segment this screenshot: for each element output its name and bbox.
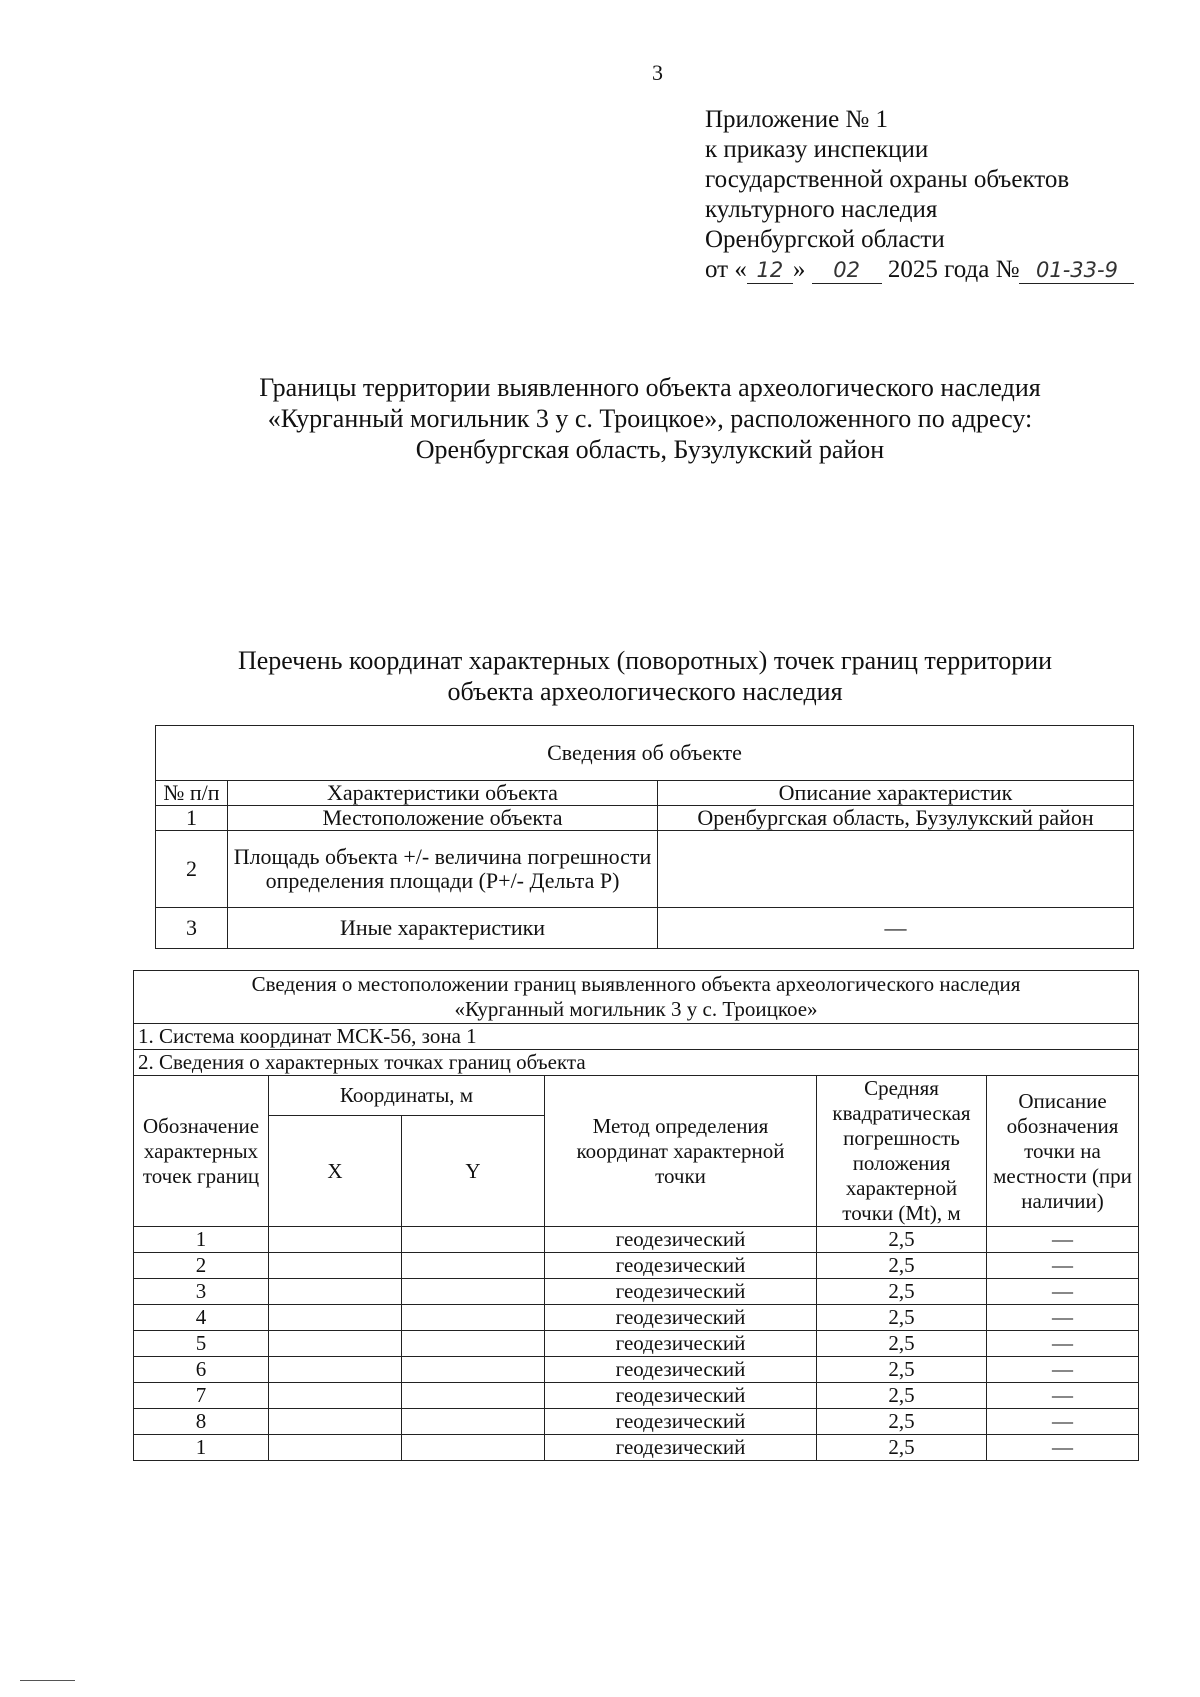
point-designation: 7 (134, 1383, 269, 1409)
date-month: 02 (812, 257, 882, 284)
section-header-line: «Курганный могильник 3 у с. Троицкое» (454, 997, 818, 1021)
col-header-coordinates: Координаты, м (269, 1076, 545, 1116)
col-header-method: Метод определения координат характерной точки (545, 1076, 817, 1227)
points-header: 2. Сведения о характерных точках границ объекта (134, 1050, 1139, 1076)
point-designation: 5 (134, 1331, 269, 1357)
col-header-x: X (269, 1116, 402, 1227)
table-row (134, 1331, 1139, 1357)
point-description: — (987, 1409, 1139, 1435)
row-characteristic: Площадь объекта +/- величина погрешности определения площади (P+/- Дельта P) (228, 831, 658, 908)
row-description: — (658, 908, 1134, 949)
point-y (402, 1279, 545, 1305)
point-method: геодезический (545, 1383, 817, 1409)
appendix-block (705, 105, 1175, 285)
document-title (60, 372, 1200, 465)
point-error: 2,5 (817, 1409, 987, 1435)
point-designation: 1 (134, 1227, 269, 1253)
point-x (269, 1383, 402, 1409)
table-row (134, 1383, 1139, 1409)
point-designation: 1 (134, 1435, 269, 1461)
point-y (402, 1331, 545, 1357)
point-error: 2,5 (817, 1357, 987, 1383)
point-method: геодезический (545, 1305, 817, 1331)
point-description: — (987, 1383, 1139, 1409)
col-header-description: Описание характеристик (658, 781, 1134, 806)
title-line: «Курганный могильник 3 у с. Троицкое», расположенного по адресу: (267, 404, 1033, 433)
row-num: 3 (156, 908, 228, 949)
point-x (269, 1331, 402, 1357)
doc-number: 01-33-9 (1019, 257, 1134, 284)
point-designation: 3 (134, 1279, 269, 1305)
point-method: геодезический (545, 1331, 817, 1357)
col-header-point-description: Описание обозначения точки на местности (при наличии) (987, 1076, 1139, 1227)
point-designation: 6 (134, 1357, 269, 1383)
point-designation: 4 (134, 1305, 269, 1331)
table-row (134, 1435, 1139, 1461)
col-header-num: № п/п (156, 781, 228, 806)
point-error: 2,5 (817, 1383, 987, 1409)
table-row (134, 1227, 1139, 1253)
date-prefix: от « (705, 256, 747, 283)
point-method: геодезический (545, 1357, 817, 1383)
point-designation: 8 (134, 1409, 269, 1435)
section-header-line: Сведения о местоположении границ выявленного объекта археологического наследия (251, 972, 1021, 996)
title-line: Оренбургская область, Бузулукский район (415, 435, 885, 464)
point-method: геодезический (545, 1253, 817, 1279)
row-characteristic: Иные характеристики (228, 908, 658, 949)
point-description: — (987, 1279, 1139, 1305)
coordinate-system: 1. Система координат МСК-56, зона 1 (134, 1024, 1139, 1050)
object-info-table (155, 725, 1134, 949)
table-row (134, 1409, 1139, 1435)
row-num: 2 (156, 831, 228, 908)
row-num: 1 (156, 806, 228, 831)
point-y (402, 1435, 545, 1461)
point-x (269, 1435, 402, 1461)
row-description: Оренбургская область, Бузулукский район (658, 806, 1134, 831)
appendix-line: государственной охраны объектов (705, 166, 1070, 193)
col-header-characteristic: Характеристики объекта (228, 781, 658, 806)
date-year: 2025 года № (887, 256, 1020, 283)
col-header-designation: Обозначение характерных точек границ (134, 1076, 269, 1227)
point-error: 2,5 (817, 1331, 987, 1357)
row-description (658, 831, 1134, 908)
point-y (402, 1253, 545, 1279)
point-description: — (987, 1331, 1139, 1357)
point-y (402, 1357, 545, 1383)
point-y (402, 1305, 545, 1331)
point-x (269, 1409, 402, 1435)
point-error: 2,5 (817, 1253, 987, 1279)
point-method: геодезический (545, 1409, 817, 1435)
table-row (156, 831, 1134, 908)
point-x (269, 1357, 402, 1383)
appendix-line: к приказу инспекции (705, 136, 929, 163)
appendix-date-line (705, 255, 1175, 285)
point-y (402, 1383, 545, 1409)
col-header-y: Y (402, 1116, 545, 1227)
date-sep: » (792, 256, 806, 283)
point-method: геодезический (545, 1435, 817, 1461)
title-line: Границы территории выявленного объекта археологического наследия (259, 373, 1041, 402)
point-description: — (987, 1435, 1139, 1461)
point-x (269, 1279, 402, 1305)
table-row (134, 1253, 1139, 1279)
point-error: 2,5 (817, 1279, 987, 1305)
table-row (134, 1305, 1139, 1331)
footer-rule (20, 1680, 75, 1681)
point-error: 2,5 (817, 1435, 987, 1461)
point-x (269, 1227, 402, 1253)
table-row (134, 1357, 1139, 1383)
point-x (269, 1305, 402, 1331)
table-row (156, 908, 1134, 949)
boundary-points-table (133, 970, 1139, 1461)
coordinates-list-title (80, 645, 1200, 707)
point-description: — (987, 1227, 1139, 1253)
object-info-header: Сведения об объекте (156, 726, 1134, 781)
table-row (156, 806, 1134, 831)
point-method: геодезический (545, 1279, 817, 1305)
page-number: 3 (652, 60, 663, 85)
list-title-line: Перечень координат характерных (поворотных) точек границ территории (237, 646, 1053, 675)
point-method: геодезический (545, 1227, 817, 1253)
point-y (402, 1227, 545, 1253)
appendix-line: культурного наследия (705, 196, 938, 223)
point-x (269, 1253, 402, 1279)
point-description: — (987, 1253, 1139, 1279)
point-description: — (987, 1357, 1139, 1383)
date-day: 12 (747, 257, 793, 284)
point-y (402, 1409, 545, 1435)
list-title-line: объекта археологического наследия (447, 677, 843, 706)
col-header-error: Средняя квадратическая погрешность положения характерной точки (Mt), м (817, 1076, 987, 1227)
point-error: 2,5 (817, 1305, 987, 1331)
point-error: 2,5 (817, 1227, 987, 1253)
point-designation: 2 (134, 1253, 269, 1279)
row-characteristic: Местоположение объекта (228, 806, 658, 831)
table-row (134, 1279, 1139, 1305)
point-description: — (987, 1305, 1139, 1331)
appendix-line: Приложение № 1 (705, 106, 889, 133)
boundary-section-header (134, 971, 1139, 1024)
appendix-line: Оренбургской области (705, 226, 945, 253)
